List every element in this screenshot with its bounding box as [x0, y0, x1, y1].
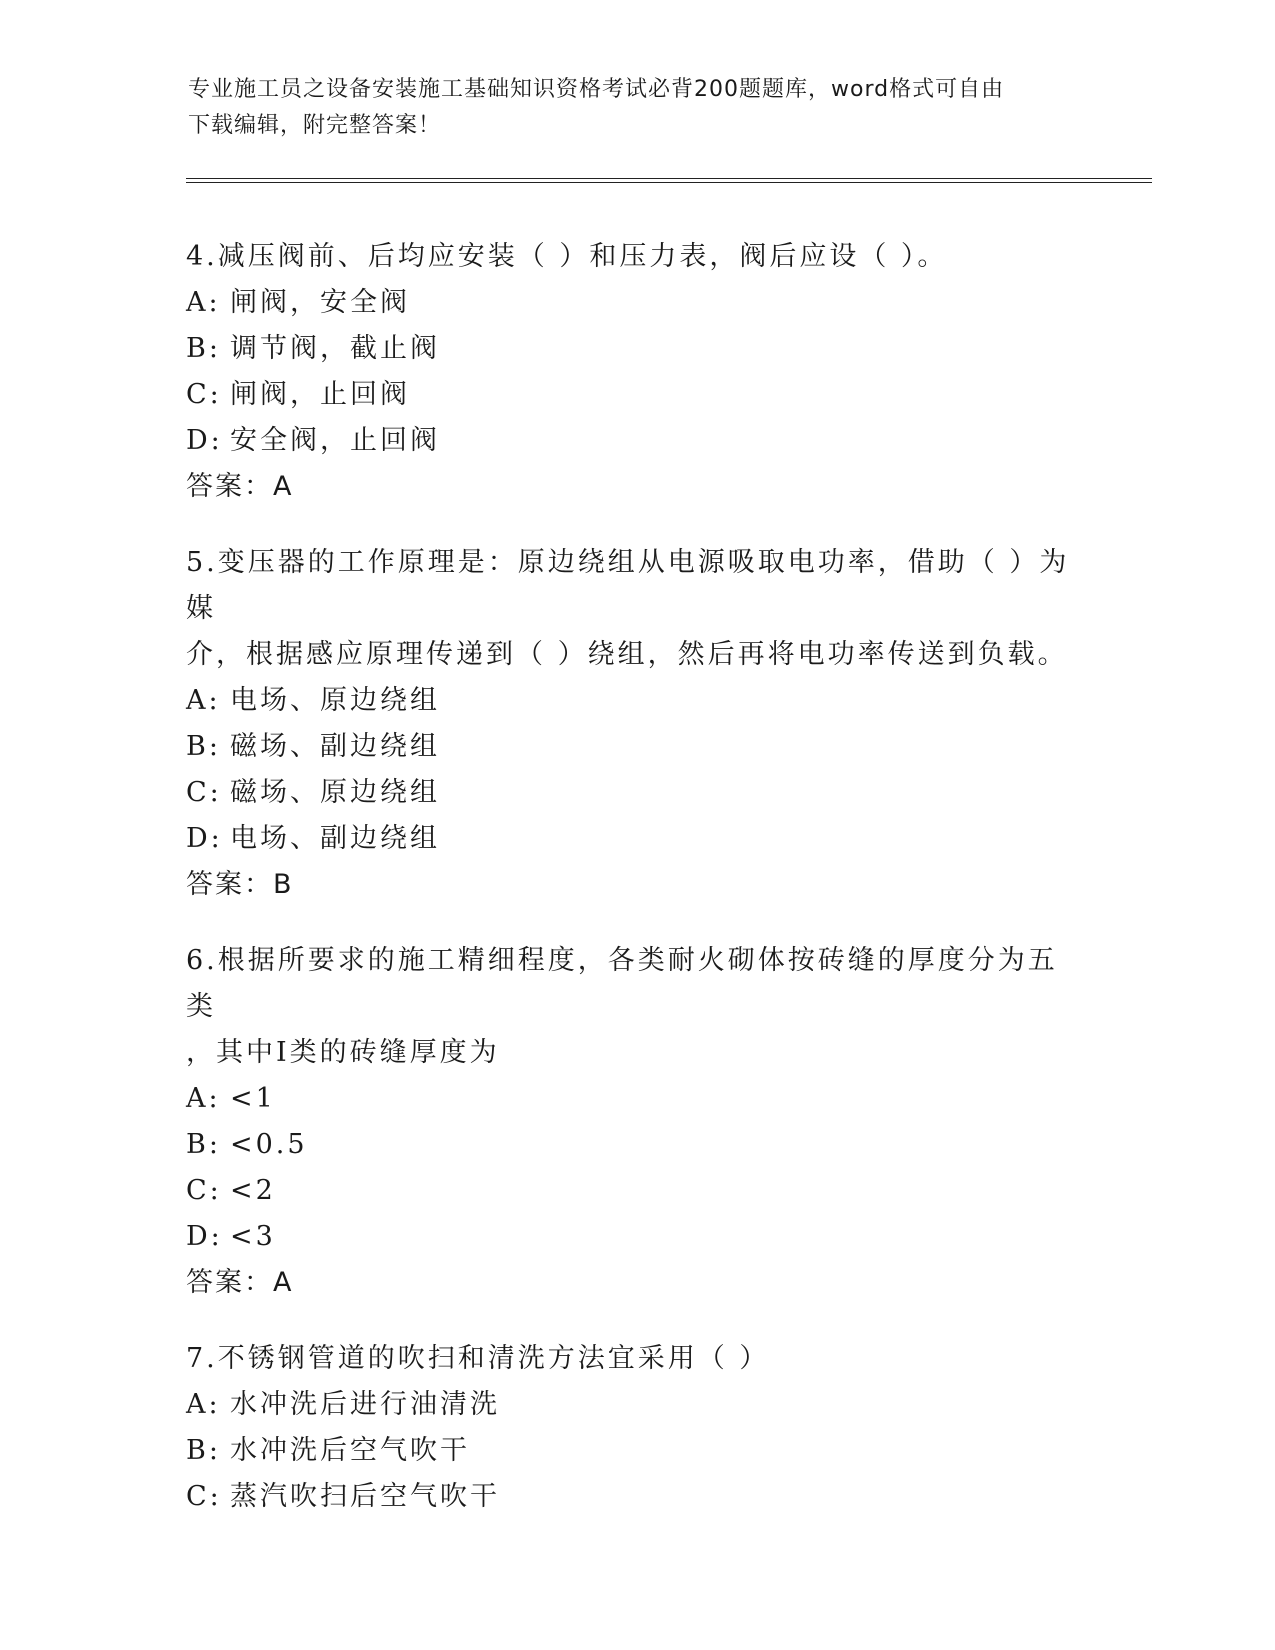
option-c: [186, 1168, 1086, 1214]
option-letter: A:: [186, 1083, 221, 1114]
option-text: <1: [230, 1083, 276, 1114]
option-d: [186, 816, 1086, 862]
question-stem: 7.不锈钢管道的吹扫和清洗方法宜采用（ ）: [186, 1343, 770, 1374]
question-stem-line-2: ，其中Ⅰ类的砖缝厚度为: [186, 1037, 500, 1068]
option-b: [186, 724, 1086, 770]
header-line-1: 专业施工员之设备安装施工基础知识资格考试必背200题题库，word格式可自由: [188, 77, 1005, 102]
option-text: <2: [230, 1175, 276, 1206]
option-text: 水冲洗后空气吹干: [230, 1435, 470, 1466]
header-line-2: 下载编辑，附完整答案！: [188, 113, 442, 138]
option-text: 闸阀，止回阀: [230, 379, 410, 410]
question-stem-line-1: 5.变压器的工作原理是：原边绕组从电源吸取电功率，借助（ ）为媒: [186, 547, 1070, 624]
question-stem-line-1: 6.根据所要求的施工精细程度，各类耐火砌体按砖缝的厚度分为五类: [186, 945, 1058, 1022]
answer-line: 答案：A: [186, 471, 294, 502]
option-text: <3: [230, 1221, 276, 1252]
option-d: [186, 418, 1086, 464]
option-d: [186, 1214, 1086, 1260]
option-a: [186, 678, 1086, 724]
header-divider-top: [186, 178, 1152, 179]
option-text: 电场、副边绕组: [230, 823, 440, 854]
option-letter: C:: [186, 1175, 222, 1206]
option-letter: D:: [186, 425, 223, 456]
question-6: [186, 938, 1086, 1306]
answer-line: 答案：B: [186, 869, 294, 900]
question-list: [186, 234, 1086, 1550]
question-stem-line-2: 介，根据感应原理传递到（ ）绕组，然后再将电功率传送到负载。: [186, 639, 1068, 670]
option-b: [186, 1122, 1086, 1168]
option-b: [186, 1428, 1086, 1474]
option-a: [186, 1382, 1086, 1428]
option-a: [186, 1076, 1086, 1122]
option-letter: C:: [186, 379, 222, 410]
option-text: <0.5: [230, 1129, 308, 1160]
question-5: [186, 540, 1086, 908]
option-c: [186, 770, 1086, 816]
option-letter: A:: [186, 287, 221, 318]
option-c: [186, 1474, 1086, 1520]
option-text: 磁场、副边绕组: [230, 731, 440, 762]
option-letter: B:: [186, 731, 221, 762]
question-7: [186, 1336, 1086, 1520]
option-text: 磁场、原边绕组: [230, 777, 440, 808]
option-text: 闸阀，安全阀: [230, 287, 410, 318]
option-c: [186, 372, 1086, 418]
option-a: [186, 280, 1086, 326]
option-letter: A:: [186, 685, 221, 716]
option-letter: B:: [186, 1129, 221, 1160]
option-text: 蒸汽吹扫后空气吹干: [230, 1481, 500, 1512]
option-letter: D:: [186, 1221, 223, 1252]
option-letter: C:: [186, 777, 222, 808]
option-text: 电场、原边绕组: [230, 685, 440, 716]
option-letter: C:: [186, 1481, 222, 1512]
option-text: 安全阀，止回阀: [230, 425, 440, 456]
answer-line: 答案：A: [186, 1267, 294, 1298]
option-text: 水冲洗后进行油清洗: [230, 1389, 500, 1420]
question-4: [186, 234, 1086, 510]
option-letter: D:: [186, 823, 223, 854]
option-text: 调节阀，截止阀: [230, 333, 440, 364]
question-stem: 4.减压阀前、后均应安装（ ）和压力表，阀后应设（ ）。: [186, 241, 948, 272]
option-letter: B:: [186, 1435, 221, 1466]
option-letter: B:: [186, 333, 221, 364]
option-letter: A:: [186, 1389, 221, 1420]
header-divider-bottom: [186, 182, 1152, 183]
option-b: [186, 326, 1086, 372]
document-header: [188, 72, 1068, 144]
